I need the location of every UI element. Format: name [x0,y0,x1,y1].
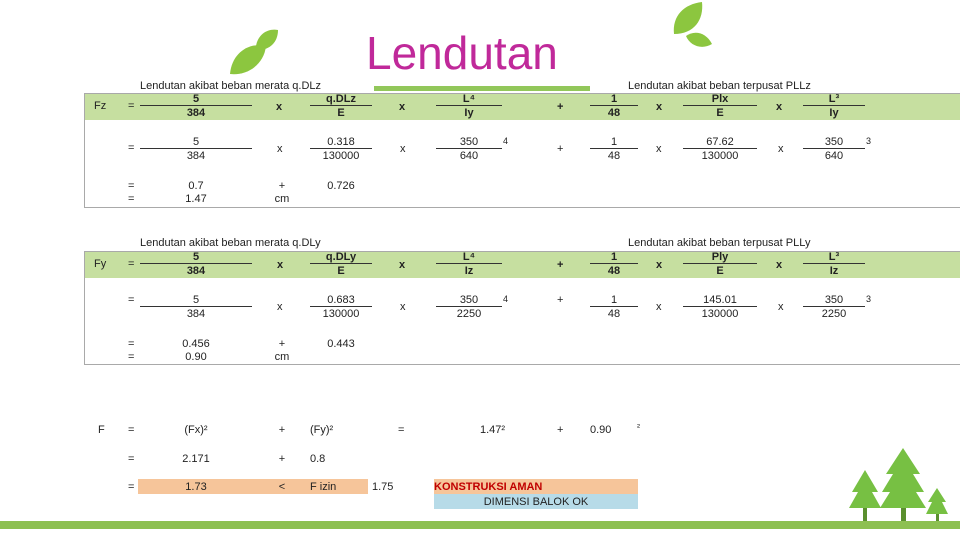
fraction-num: q.DLz [326,93,356,105]
fraction-den: 640 [459,150,479,162]
leaf-icon [226,24,282,80]
equals-sign: = [128,351,135,363]
fraction-den: E [716,107,724,119]
equals-sign: = [128,180,135,192]
fraction-num: 350 [459,294,479,306]
page-title: Lendutan [366,27,558,79]
value: 0.456 [182,338,210,350]
fraction-den: 48 [607,150,621,162]
times-sign: x [277,143,283,155]
fraction-den: 384 [186,308,206,320]
exponent: 4 [503,136,509,146]
caption: Lendutan akibat beban merata q.DLz [140,80,322,92]
times-sign: x [399,101,406,113]
fraction-den: 130000 [701,308,739,320]
times-sign: x [277,259,284,271]
fraction-num: 1 [610,93,618,105]
plus-sign: + [557,143,564,155]
fraction-den: Iy [464,107,474,119]
tree-icon [846,446,960,522]
times-sign: x [656,143,662,155]
times-sign: x [399,259,406,271]
leaf-icon [668,0,718,56]
limit-label: F izin [310,481,337,493]
plus-sign: + [557,424,564,436]
fraction-num: L⁴ [462,251,476,263]
plus-sign: + [278,180,286,192]
times-sign: x [778,301,784,313]
row-label: Fz [94,100,107,112]
fraction-den: 130000 [322,308,360,320]
times-sign: x [776,101,783,113]
fraction-num: 1 [610,294,618,306]
expression: (Fy)² [310,424,334,436]
exponent: ² [637,422,640,432]
status-text: KONSTRUKSI AMAN [434,481,543,493]
row-label: F [98,424,105,436]
fraction-den: 384 [186,150,206,162]
times-sign: x [276,101,283,113]
fraction-den: 130000 [322,150,360,162]
caption: Lendutan akibat beban terpusat PLLz [628,80,811,92]
equals-sign: = [128,294,135,306]
fraction-num: 1 [610,136,618,148]
fraction-num: 5 [192,93,200,105]
equals-sign: = [128,258,135,270]
times-sign: x [400,143,406,155]
fraction-num: L⁴ [462,93,476,105]
fraction-den: 640 [824,150,844,162]
plus-sign: + [557,101,564,113]
limit-value: 1.75 [372,481,394,493]
fraction-num: 350 [824,136,844,148]
plus-sign: + [278,338,286,350]
unit-label: cm [274,351,290,363]
times-sign: x [778,143,784,155]
fraction-num: 5 [192,136,200,148]
fraction-den: E [337,265,345,277]
plus-sign: + [557,294,564,306]
caption: Lendutan akibat beban merata q.DLy [140,237,321,249]
status-text: DIMENSI BALOK OK [483,496,589,508]
times-sign: x [400,301,406,313]
fraction-den: Iz [829,265,839,277]
fraction-num: L³ [828,93,840,105]
fraction-den: Iy [829,107,839,119]
plus-sign: + [557,259,564,271]
value: 0.90 [185,351,207,363]
times-sign: x [656,101,663,113]
expression: (Fx)² [184,424,208,436]
result-value: 1.73 [185,481,207,493]
fraction-num: Ply [711,251,729,263]
fraction-num: 67.62 [706,136,734,148]
equals-sign: = [128,100,135,112]
exponent: 4 [503,294,509,304]
row-label: Fy [94,258,107,270]
fraction-den: E [716,265,724,277]
fraction-den: 384 [186,107,206,119]
equals-sign: = [128,424,135,436]
fraction-den: 2250 [821,308,847,320]
plus-sign: + [278,453,286,465]
fraction-den: 130000 [701,150,739,162]
fraction-num: 0.318 [327,136,355,148]
equals-sign: = [128,142,135,154]
value: 1.47² [480,424,506,436]
value: 0.7 [188,180,204,192]
fraction-num: 0.683 [327,294,355,306]
value: 0.443 [327,338,355,350]
value: 2.171 [182,453,210,465]
fraction-den: 48 [607,265,621,277]
fraction-num: 5 [192,251,200,263]
fraction-den: 384 [186,265,206,277]
times-sign: x [776,259,783,271]
fraction-num: 350 [459,136,479,148]
times-sign: x [656,259,663,271]
caption: Lendutan akibat beban terpusat PLLy [628,237,811,249]
equals-sign: = [128,481,135,493]
plus-sign: + [278,424,286,436]
times-sign: x [277,301,283,313]
value: 0.726 [327,180,355,192]
exponent: 3 [866,294,872,304]
ground-strip [0,521,960,529]
fraction-num: 5 [192,294,200,306]
exponent: 3 [866,136,872,146]
fraction-den: E [337,107,345,119]
value: 1.47 [185,193,207,205]
unit-label: cm [274,193,290,205]
fraction-num: Plx [711,93,729,105]
fraction-num: L³ [828,251,840,263]
fraction-den: 48 [607,107,621,119]
equals-sign: = [128,453,135,465]
equals-sign: = [128,193,135,205]
fraction-num: 145.01 [703,294,737,306]
equals-sign: = [128,338,135,350]
value: 0.90 [590,424,612,436]
fraction-den: 48 [607,308,621,320]
fraction-num: 350 [824,294,844,306]
fraction-num: q.DLy [325,251,357,263]
fraction-num: 1 [610,251,618,263]
title-underline [374,86,590,91]
fraction-den: Iz [464,265,474,277]
fraction-den: 2250 [456,308,482,320]
less-than-sign: < [278,481,286,493]
value: 0.8 [310,453,326,465]
times-sign: x [656,301,662,313]
equals-sign: = [398,424,405,436]
